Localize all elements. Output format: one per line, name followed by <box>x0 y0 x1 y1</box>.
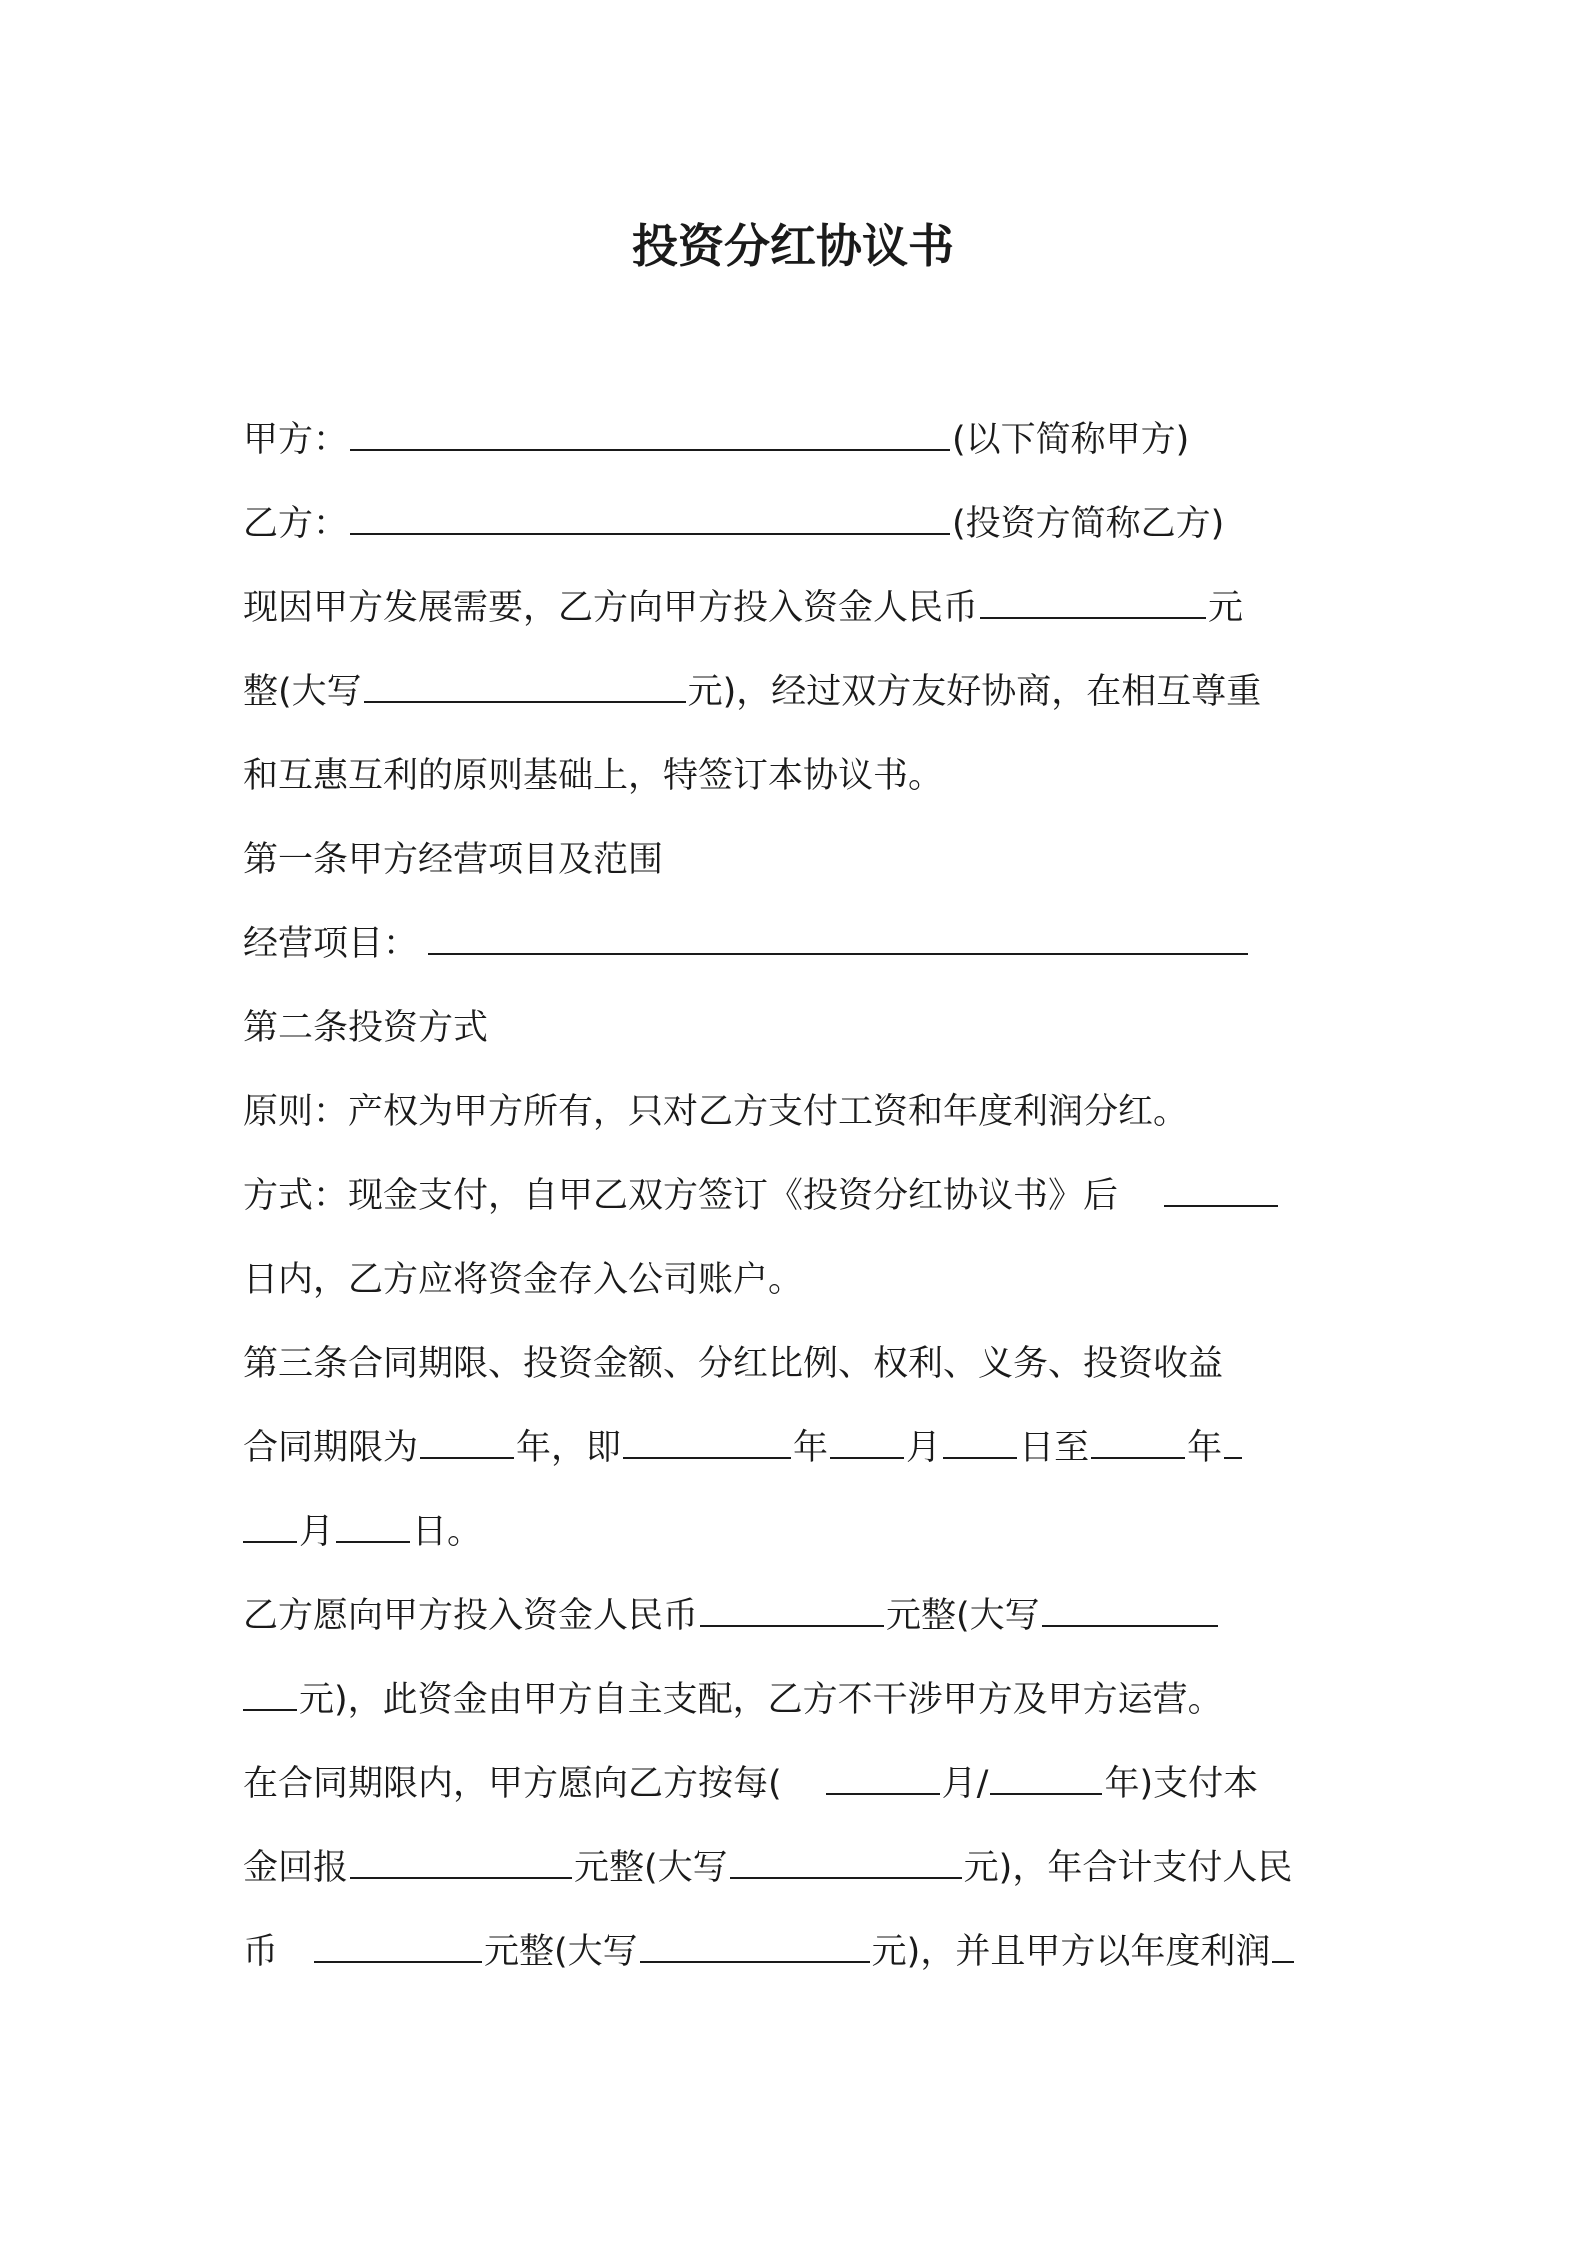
article-1-heading <box>243 830 1363 890</box>
invest-amount-words-tail-blank[interactable] <box>243 1708 297 1711</box>
method-line-1 <box>243 1166 1363 1226</box>
term-text: 日。 <box>412 1512 483 1552</box>
start-month-blank[interactable] <box>830 1456 904 1459</box>
term-text: 年 <box>1187 1428 1223 1468</box>
investment-text: 乙方愿向甲方投入资金人民币 <box>243 1596 699 1636</box>
preamble-text: 和互惠互利的原则基础上，特签订本协议书。 <box>243 756 944 796</box>
days-blank[interactable] <box>1164 1204 1278 1207</box>
party-a-suffix: (以下简称甲方) <box>952 420 1190 460</box>
total-text: 元整(大写 <box>484 1932 638 1972</box>
article-heading: 第二条投资方式 <box>243 1008 489 1048</box>
preamble-text: 元)，经过双方友好协商，在相互尊重 <box>687 672 1262 712</box>
principle-line <box>243 1082 1363 1142</box>
preamble-text: 现因甲方发展需要，乙方向甲方投入资金人民币 <box>243 588 979 628</box>
preamble-line-1 <box>243 578 1363 638</box>
investment-text: 元整(大写 <box>886 1596 1040 1636</box>
term-text: 月 <box>906 1428 942 1468</box>
preamble-text: 整(大写 <box>243 672 362 712</box>
period-text: 月/ <box>941 1764 989 1804</box>
article-heading: 第一条甲方经营项目及范围 <box>243 840 664 880</box>
party-a-line <box>243 410 1363 470</box>
term-text: 日至 <box>1019 1428 1090 1468</box>
period-year-blank[interactable] <box>990 1792 1102 1795</box>
contract-term-line <box>243 1418 1363 1478</box>
preamble-line-3 <box>243 746 1363 806</box>
return-amount-blank[interactable] <box>350 1876 572 1879</box>
term-text: 月 <box>299 1512 335 1552</box>
start-day-blank[interactable] <box>943 1456 1017 1459</box>
document-title: 投资分红协议书 <box>632 219 954 273</box>
profit-tail-blank[interactable] <box>1272 1960 1294 1963</box>
annual-total-line <box>243 1922 1363 1982</box>
business-project-label: 经营项目： <box>243 924 419 964</box>
invest-amount-blank[interactable] <box>700 1624 884 1627</box>
period-month-blank[interactable] <box>826 1792 940 1795</box>
investment-line-1 <box>243 1586 1363 1646</box>
invest-amount-words-blank[interactable] <box>1042 1624 1218 1627</box>
payment-period-line <box>243 1754 1363 1814</box>
preamble-line-2 <box>243 662 1363 722</box>
article-3-heading <box>243 1334 1363 1394</box>
investment-line-2 <box>243 1670 1363 1730</box>
party-b-blank[interactable] <box>350 532 950 535</box>
return-text: 元)，年合计支付人民 <box>963 1848 1293 1888</box>
principal-return-line <box>243 1838 1363 1898</box>
total-amount-blank[interactable] <box>314 1960 482 1963</box>
term-text: 合同期限为 <box>243 1428 419 1468</box>
contract-term-line-2 <box>243 1502 1363 1562</box>
period-text: 在合同期限内，甲方愿向乙方按每( <box>243 1764 782 1804</box>
total-amount-words-blank[interactable] <box>640 1960 870 1963</box>
method-text: 日内，乙方应将资金存入公司账户。 <box>243 1260 804 1300</box>
return-text: 金回报 <box>243 1848 349 1888</box>
end-day-blank[interactable] <box>336 1540 410 1543</box>
end-year-tail-blank[interactable] <box>1224 1456 1242 1459</box>
party-b-label: 乙方： <box>243 504 349 544</box>
article-2-heading <box>243 998 1363 1058</box>
term-years-blank[interactable] <box>420 1456 514 1459</box>
preamble-text: 元 <box>1208 588 1244 628</box>
period-text: 年)支付本 <box>1104 1764 1259 1804</box>
party-a-label: 甲方： <box>243 420 349 460</box>
term-text: 年 <box>793 1428 829 1468</box>
end-year-blank[interactable] <box>1091 1456 1185 1459</box>
investment-text: 元)，此资金由甲方自主支配，乙方不干涉甲方及甲方运营。 <box>299 1680 1223 1720</box>
business-project-line <box>243 914 1363 974</box>
business-project-blank[interactable] <box>428 952 1248 955</box>
method-line-2 <box>243 1250 1363 1310</box>
term-text: 年，即 <box>516 1428 622 1468</box>
party-a-blank[interactable] <box>350 448 950 451</box>
investment-amount-words-blank[interactable] <box>364 700 686 703</box>
start-year-blank[interactable] <box>623 1456 791 1459</box>
end-month-blank[interactable] <box>243 1540 297 1543</box>
method-text: 方式：现金支付，自甲乙双方签订《投资分红协议书》后 <box>243 1176 1119 1216</box>
total-text: 元)，并且甲方以年度利润 <box>871 1932 1271 1972</box>
total-text: 币 <box>243 1932 279 1972</box>
investment-amount-blank[interactable] <box>980 616 1206 619</box>
principle-text: 原则：产权为甲方所有，只对乙方支付工资和年度利润分红。 <box>243 1092 1189 1132</box>
party-b-line <box>243 494 1363 554</box>
party-b-suffix: (投资方简称乙方) <box>952 504 1225 544</box>
article-heading: 第三条合同期限、投资金额、分红比例、权利、义务、投资收益 <box>243 1344 1224 1384</box>
return-amount-words-blank[interactable] <box>730 1876 962 1879</box>
return-text: 元整(大写 <box>574 1848 728 1888</box>
